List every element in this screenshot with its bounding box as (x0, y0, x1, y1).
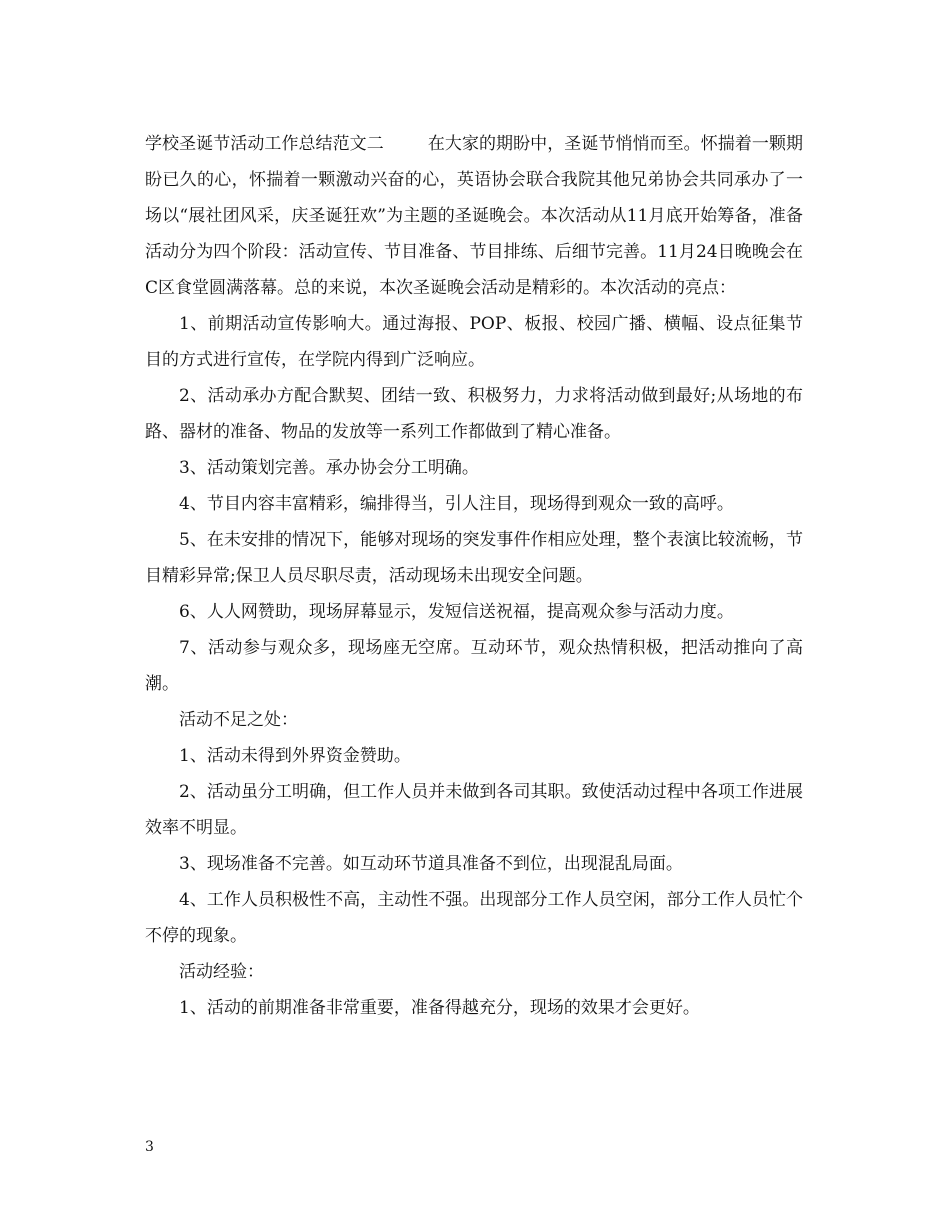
highlight-item-7: 7、活动参与观众多，现场座无空席。互动环节，观众热情积极，把活动推向了高潮。 (145, 638, 803, 694)
highlight-item-2: 2、活动承办方配合默契、团结一致、积极努力，力求将活动做到最好;从场地的布路、器材的准备、物品的发放等一系列工作都做到了精心准备。 (145, 386, 803, 442)
shortcoming-item-4: 4、工作人员积极性不高，主动性不强。出现部分工作人员空闲，部分工作人员忙个不停的现象。 (145, 890, 803, 946)
shortcoming-item-1: 1、活动未得到外界资金赞助。 (179, 746, 411, 766)
experience-heading: 活动经验： (179, 962, 264, 982)
shortcomings-heading: 活动不足之处： (179, 710, 298, 730)
document-heading: 学校圣诞节活动工作总结范文二 (145, 134, 384, 154)
highlight-item-5: 5、在未安排的情况下，能够对现场的突发事件作相应处理，整个表演比较流畅，节目精彩异常;保卫人员尽职尽责，活动现场未出现安全问题。 (145, 530, 803, 586)
shortcoming-item-3: 3、现场准备不完善。如互动环节道具准备不到位，出现混乱局面。 (179, 854, 683, 874)
highlight-item-6: 6、人人网赞助，现场屏幕显示，发短信送祝福，提高观众参与活动力度。 (179, 602, 734, 622)
highlight-item-1: 1、前期活动宣传影响大。通过海报、POP、板报、校园广播、横幅、设点征集节目的方式进行宣传，在学院内得到广泛响应。 (145, 314, 803, 370)
opening-paragraph (145, 126, 803, 306)
introduction-text: 在大家的期盼中，圣诞节悄悄而至。怀揣着一颗期盼已久的心，怀揣着一颗激动兴奋的心，英语协会联合我院其他兄弟协会共同承办了一场以“展社团风采，庆圣诞狂欢”为主题的圣诞晚会。本次活动从11月底开始筹备，准备活动分为四个阶段：活动宣传、节目准备、节目排练、后细节完善。11月24日晚晚会在C区食堂圆满落幕。总的来说，本次圣诞晚会活动是精彩的。本次活动的亮点： (145, 134, 804, 298)
highlight-item-3: 3、活动策划完善。承办协会分工明确。 (179, 458, 479, 478)
highlight-item-4: 4、节目内容丰富精彩，编排得当，引人注目，现场得到观众一致的高呼。 (179, 494, 734, 514)
shortcoming-item-2: 2、活动虽分工明确，但工作人员并未做到各司其职。致使活动过程中各项工作进展效率不明显。 (145, 782, 803, 838)
document-body (145, 126, 803, 1026)
page-number: 3 (145, 1139, 154, 1155)
experience-item-1: 1、活动的前期准备非常重要，准备得越充分，现场的效果才会更好。 (179, 998, 700, 1018)
